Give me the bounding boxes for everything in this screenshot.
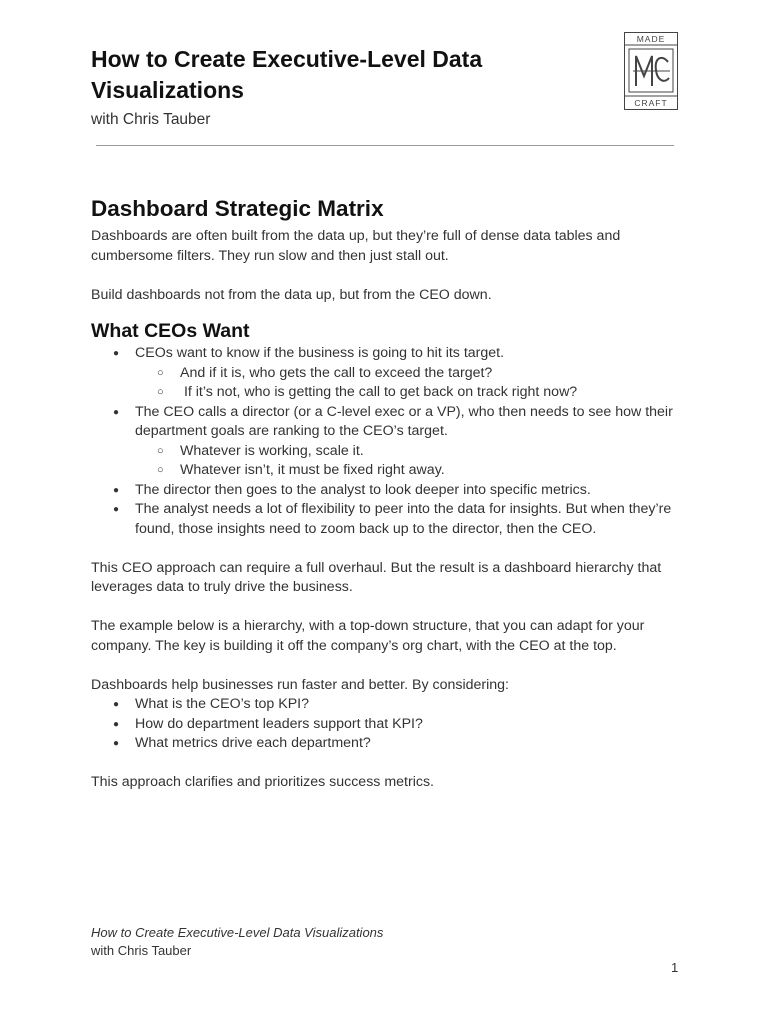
list-item [91,442,691,462]
document-title: How to Create Executive-Level Data Visualizations [91,46,483,103]
bullet-icon: ● [113,699,120,710]
section-heading: Dashboard Strategic Matrix [91,196,384,221]
list-item-text: If it’s not, who is getting the call to get back on track right now? [180,384,578,400]
svg-text:MADE: MADE [636,34,666,44]
example-paragraph: The example below is a hierarchy, with a top-down structure, that you can adapt for your company. The key is building it off the company’s org chart, with the CEO at the top. [91,618,645,654]
ceo-bullet-list [91,344,691,539]
list-item-text: What metrics drive each department? [135,735,371,751]
bullet-icon: ● [113,504,120,515]
list-item-text: The analyst needs a lot of flexibility to peer into the data for insights. But when they’re found, those insights need to zoom back up to the director, then the CEO. [135,501,672,537]
list-item [91,500,691,539]
list-item [91,403,691,481]
bullet-icon: ● [113,348,120,359]
closing-paragraph: This approach clarifies and prioritizes success metrics. [91,774,434,790]
question-list [91,695,691,754]
list-item [91,383,691,403]
sub-bullet-list [135,442,691,481]
circle-bullet-icon: ○ [157,464,164,476]
sub-bullet-list [135,364,691,403]
circle-bullet-icon: ○ [157,386,164,398]
list-item [91,461,691,481]
list-item [91,695,691,715]
list-item [91,734,691,754]
list-item [91,344,691,403]
page-number: 1 [671,960,679,975]
list-item-text: How do department leaders support that KPI? [135,715,423,732]
svg-text:CRAFT: CRAFT [634,98,668,108]
bullet-icon: ● [113,484,120,496]
list-item [91,481,691,501]
list-item-text: What is the CEO’s top KPI? [135,696,310,712]
circle-bullet-icon: ○ [157,366,164,379]
list-item [91,364,691,384]
list-item-text: The director then goes to the analyst to look deeper into specific metrics. [135,481,591,498]
footer-title: How to Create Executive-Level Data Visualizations [91,925,384,940]
list-item-text: CEOs want to know if the business is going to hit its target. [135,345,505,361]
main-content [91,194,691,793]
document-subtitle: with Chris Tauber [91,111,211,128]
intro-paragraph: Dashboards are often built from the data up, but they’re full of dense data tables and cumbersome filters. They run slow and then just stall out. [91,228,621,264]
list-item-text: Whatever is working, scale it. [180,442,364,459]
list-item-text: Whatever isn’t, it must be fixed right away. [180,462,445,478]
bullet-icon: ● [113,406,120,418]
considering-paragraph: Dashboards help businesses run faster and better. By considering: [91,676,509,693]
bullet-icon: ● [113,738,120,749]
made-craft-logo-icon [624,32,678,110]
header-divider [96,145,674,146]
approach-paragraph: This CEO approach can require a full overhaul. But the result is a dashboard hierarchy that leverages data to truly drive the business. [91,559,662,595]
intro-paragraph-2: Build dashboards not from the data up, but from the CEO down. [91,286,492,303]
list-item-text: The CEO calls a director (or a C-level exec or a VP), who then needs to see how their department goals are ranking to the CEO’s target. [135,403,673,439]
ceos-heading: What CEOs Want [91,320,250,342]
bullet-icon: ● [113,718,120,730]
list-item-text: And if it is, who gets the call to exceed the target? [180,364,493,381]
list-item [91,715,691,735]
footer-author: with Chris Tauber [91,943,192,958]
circle-bullet-icon: ○ [157,444,164,457]
